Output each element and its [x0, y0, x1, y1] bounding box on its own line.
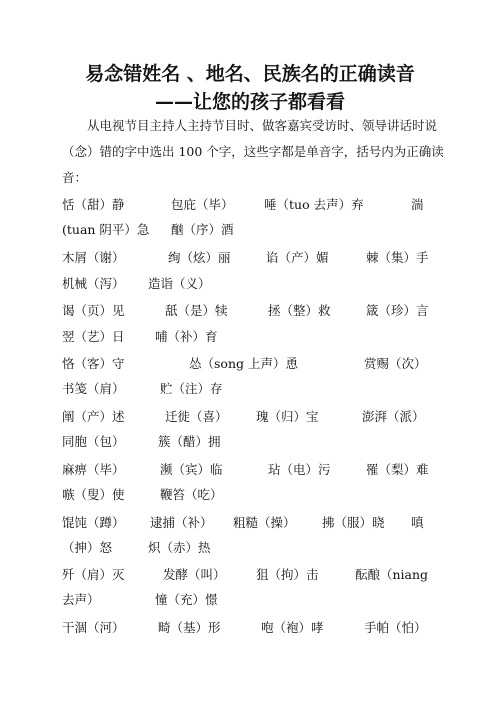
title-line-2: ——让您的孩子都看看	[154, 91, 345, 113]
word-line	[0, 592, 500, 610]
word-line	[0, 567, 500, 585]
word-entry: 湍	[411, 197, 424, 212]
word-entry: 绚（炫）丽	[168, 250, 231, 265]
word-entry: 濒（宾）临	[160, 462, 223, 477]
word-entry: 嗾（叟）使	[62, 487, 125, 502]
word-entry: 瑰（归）宝	[256, 409, 319, 424]
word-entry: 恬（甜）静	[62, 197, 125, 212]
word-entry: 鞭笞（吃）	[160, 487, 223, 502]
word-entry: 造诣（义）	[148, 276, 211, 291]
intro-line: 从电视节目主持人主持节目时、做客嘉宾受访时、领导讲话时说	[87, 118, 438, 133]
word-line	[0, 303, 500, 321]
word-entry: 发酵（叫）	[163, 567, 226, 582]
word-entry: (tuan 阴平）急	[62, 222, 150, 237]
word-entry: 机械（泻）	[62, 276, 125, 291]
word-line	[0, 381, 500, 399]
word-entry: 嗔	[411, 515, 424, 530]
word-entry: 阐（产）述	[62, 409, 125, 424]
word-entry: 歼（肩）灭	[62, 567, 125, 582]
word-entry: 拯（整）救	[268, 303, 331, 318]
word-line	[0, 356, 500, 374]
word-entry: 谒（页）见	[62, 303, 125, 318]
word-entry: 书笺（肩）	[62, 381, 125, 396]
word-entry: 谄（产）媚	[266, 250, 329, 265]
word-line	[0, 197, 500, 215]
word-entry: 馄饨（蹲）	[62, 515, 125, 530]
word-entry: 舐（是）犊	[165, 303, 228, 318]
word-entry: 憧（充）憬	[155, 592, 218, 607]
word-line	[0, 409, 500, 427]
word-line	[0, 620, 500, 638]
word-entry: 澎湃（派）	[362, 409, 425, 424]
word-entry: 贮（注）存	[160, 381, 223, 396]
word-line	[0, 462, 500, 480]
word-line	[0, 250, 500, 268]
word-entry: 麻痹（毕）	[62, 462, 125, 477]
word-entry: 唾（tuo 去声）弃	[264, 197, 364, 212]
word-entry: 赏赐（次）	[364, 356, 427, 371]
word-entry: 畸（基）形	[158, 620, 221, 635]
word-line	[0, 434, 500, 452]
word-entry: 炽（赤）热	[148, 540, 211, 555]
word-entry: 逮捕（补）	[150, 515, 213, 530]
word-entry: （抻）怒	[62, 540, 113, 555]
word-entry: 棘（集）手	[366, 250, 429, 265]
word-entry: 簇（醋）拥	[158, 434, 221, 449]
word-line	[0, 276, 500, 294]
word-entry: 酝酿（niang	[355, 567, 429, 582]
word-line	[0, 222, 500, 240]
word-entry: 去声）	[62, 592, 100, 607]
word-entry: 箴（珍）言	[366, 303, 429, 318]
word-entry: 玷（电）污	[268, 462, 331, 477]
word-entry: 怂（song 上声）恿	[189, 356, 298, 371]
word-entry: 迁徙（喜）	[165, 409, 228, 424]
word-line	[0, 329, 500, 347]
word-entry: 酗（序）酒	[171, 222, 234, 237]
word-entry: 拂（服）晓	[322, 515, 385, 530]
word-entry: 恪（客）守	[62, 356, 125, 371]
word-entry: 干涸（河）	[62, 620, 125, 635]
word-entry: 罹（梨）难	[366, 462, 429, 477]
word-entry: 木屑（谢）	[62, 250, 125, 265]
word-entry: 哺（补）育	[155, 329, 218, 344]
word-entry: 手帕（怕）	[364, 620, 427, 635]
word-line	[0, 540, 500, 558]
word-entry: 咆（袍）哮	[261, 620, 324, 635]
word-entry: 狙（拘）击	[256, 567, 319, 582]
word-entry: 翌（艺）日	[62, 329, 125, 344]
title-line-1: 易念错姓名 、地名、民族名的正确读音	[85, 63, 415, 85]
intro-line: 音：	[62, 170, 88, 185]
word-entry: 同胞（包）	[62, 434, 125, 449]
word-entry: 粗糙（操）	[233, 515, 296, 530]
word-entry: 包庇（毕）	[171, 197, 234, 212]
intro-line: （念）错的字中选出 100 个字，这些字都是单音字，括号内为正确读	[62, 144, 444, 159]
word-line	[0, 487, 500, 505]
word-line	[0, 515, 500, 533]
